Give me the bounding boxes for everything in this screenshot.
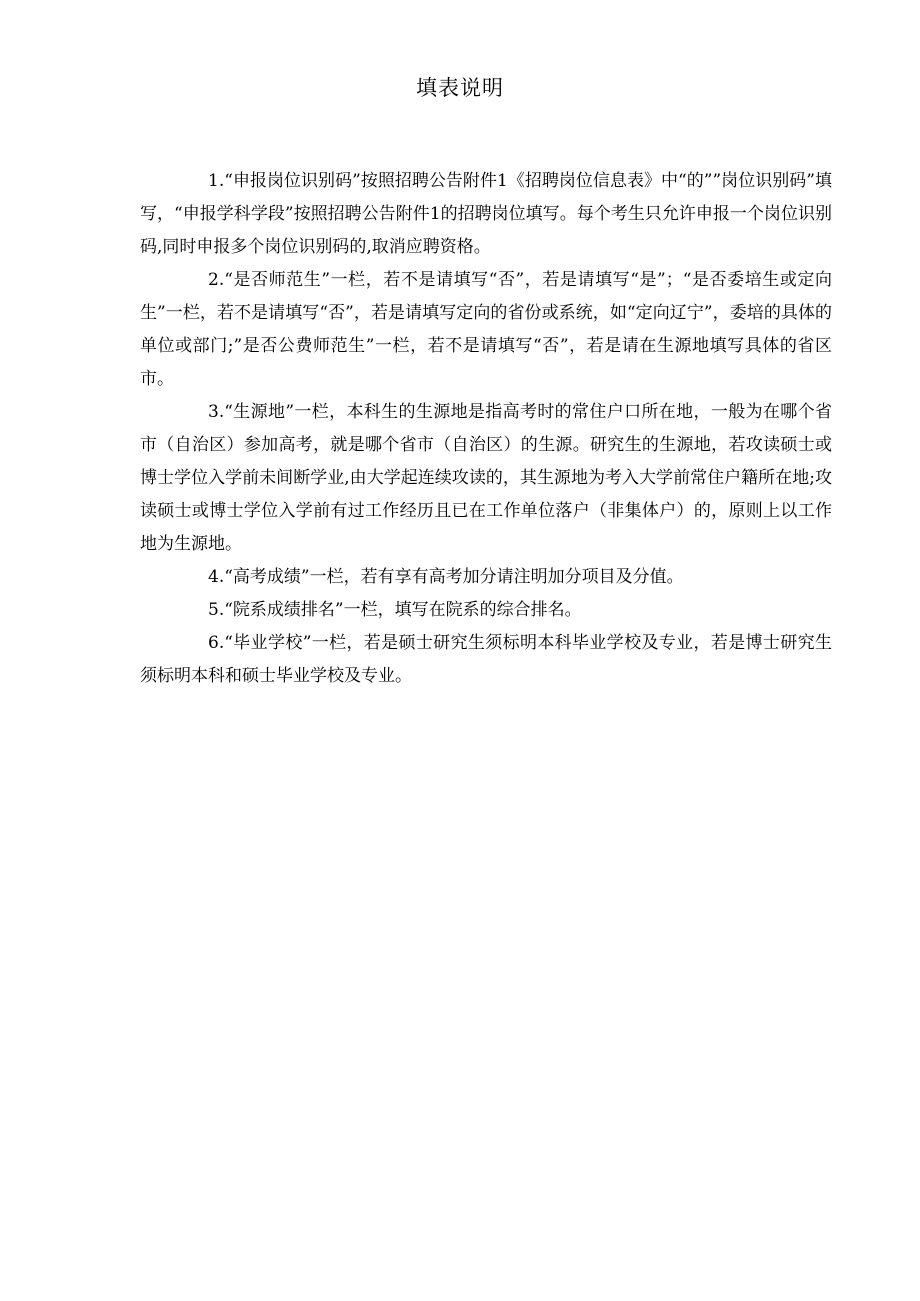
item-number: 2	[208, 270, 219, 290]
instruction-item-2	[140, 264, 832, 396]
instruction-item-4	[140, 561, 832, 594]
item-text: .“毕业学校”一栏，若是硕士研究生须标明本科毕业学校及专业，若是博士研究生须标明本科和硕士毕业学校及专业。	[140, 633, 832, 686]
item-number: 1	[208, 171, 219, 191]
instruction-item-6	[140, 627, 832, 693]
document-title: 填表说明	[416, 76, 504, 100]
item-text: .“是否师范生”一栏，若不是请填写“否”，若是请填写“是”；“是否委培生或定向生”一栏，若不是请填写“否”，若是请填写定向的省份或系统，如“定向辽宁”，委培的具体的单位或部门;”是否公费师范生”一栏，若不是请填写“否”，若是请在生源地填写具体的省区市。	[140, 270, 832, 389]
instructions-body	[140, 165, 832, 693]
item-number: 6	[208, 633, 219, 653]
instruction-item-1	[140, 165, 832, 264]
instruction-item-5	[140, 594, 832, 627]
item-text: .“高考成绩”一栏，若有享有高考加分请注明加分项目及分值。	[218, 567, 684, 587]
item-text: .“生源地”一栏，本科生的生源地是指高考时的常住户口所在地，一般为在哪个省市（自治区）参加高考，就是哪个省市（自治区）的生源。研究生的生源地，若攻读硕士或博士学位入学前未间断学业,由大学起连续攻读的，其生源地为考入大学前常住户籍所在地;攻读硕士或博士学位入学前有过工作经历且已在工作单位落户（非集体户）的，原则上以工作地为生源地。	[140, 402, 832, 554]
item-number: 4	[208, 567, 219, 587]
item-number: 3	[208, 402, 219, 422]
instruction-item-3	[140, 396, 832, 561]
item-number: 5	[208, 600, 219, 620]
item-text: .“申报岗位识别码”按照招聘公告附件1《招聘岗位信息表》中“的””岗位识别码”填写，“申报学科学段”按照招聘公告附件1的招聘岗位填写。每个考生只允许申报一个岗位识别码,同时申报多个岗位识别码的,取消应聘资格。	[140, 171, 832, 257]
item-text: .“院系成绩排名”一栏，填写在院系的综合排名。	[218, 600, 582, 620]
